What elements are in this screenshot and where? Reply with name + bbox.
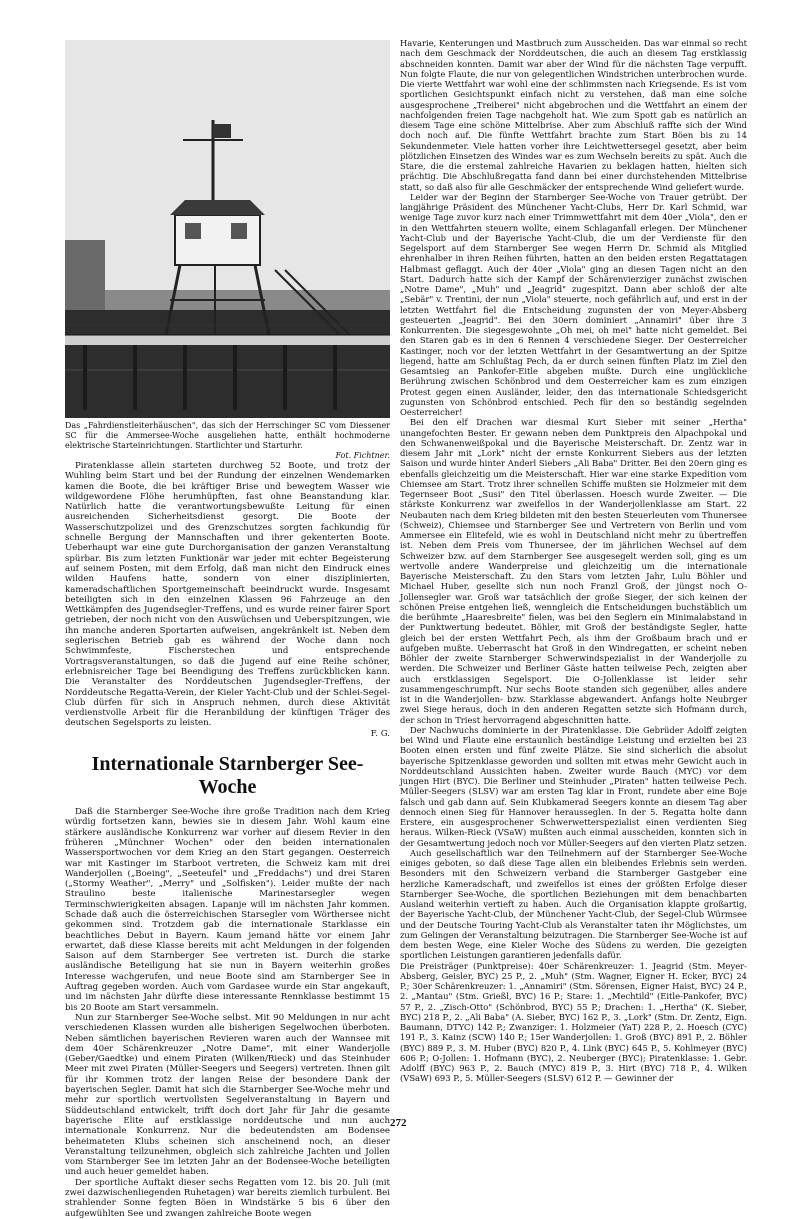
photo-harbor-tower [65,40,390,418]
photo-credit: Fot. Fichtner. [335,451,390,460]
right-paragraph-5: Auch gesellschaftlich war den Teilnehmern auf der Starnberger See-Woche einiges geboten, so daß diese Tage allen ein bleibendes Erlebnis sein werden. Besonders mit den Schweizern verband die Starnberger Gastgeber eine herzliche Kameradschaft, und zweifellos ist eines der größten Erfolge dieser Starnberger See-Woche, die sportlichen Beziehungen mit dem benachbarten Ausland weiterhin vertieft zu haben. Auch die Organisation klappte großartig, der Bayerische Yacht-Club, der Münchener Yacht-Club, der Segel-Club Würmsee und der Deutsche Touring Yacht-Club als Veranstalter taten ihr Möglichstes, um zum Gelingen der Veranstaltung beizutragen. Die Starnberger See-Woche ist auf dem besten Wege, eine Kieler Woche des Südens zu werden. Die gezeigten sportlichen Leistungen garantieren jedenfalls dafür. [400,847,747,961]
article-paragraph-1: Daß die Starnberger See-Woche ihre große Tradition nach dem Krieg würdig fortsetzen kann, bewies sie in diesem Jahr. Wohl kaum eine stärkere ausländische Konkurrenz war vorher auf diesem Revier in den früheren „Münchner Wochen" oder den beiden internationalen Wassersportwochen vor dem Krieg an den Start gegangen. Oesterreich war mit Kastinger im Starboot vertreten, die Schweiz kam mit drei Wanderjollen („Boeing", „Seeteufel" und „Freddachs") und drei Staren („Stormy Weather", „Merry" und „Solfisken"). Leider mußte der nach Straulino beste italienische Marinestarsegler wegen Terminschwierigkeiten absagen. Lapanje will im nächsten Jahr kommen. Schade daß auch die österreichischen Starsegler vom Wörthersee nicht gekommen sind. Trotzdem gab die internationale Starklasse ein beachtliches Debut in Bayern. Kaum jemand hätte vor einem Jahr erwartet, daß diese Klasse bereits mit acht Meldungen in der folgenden Saison auf dem Starnberger See vertreten ist. Durch die starke ausländische Beteiligung hat sie nun in Bayern weiterhin großes Interesse wachgerufen, und neue Boote sind am Starnberger See in Auftrag gegeben worden. Auch vom Gardasee wurde ein Star angekauft, und im nächsten Jahr dürfte diese interessante Rennklasse bestimmt 15 bis 20 Boote am Start versammeln. [65,807,390,1013]
photo-harbor-tower-drawing [65,40,390,418]
article-headline: Internationale Starnberger See-Woche [91,753,364,799]
left-column [65,40,390,1219]
article-paragraph-3: Der sportliche Auftakt dieser sechs Regatten vom 12. bis 20. Juli (mit zwei dazwischenliegenden Ruhetagen) war bereits ziemlich turbulent. Bei strahlender Sonne fegten Böen in Windstärke 5 bis 6 über den aufgewühlten See und zwangen zahlreiche Boote wegen [65,1177,390,1219]
right-paragraph-1: Havarie, Kenterungen und Mastbruch zum Ausscheiden. Das war einmal so recht nach dem Geschmack der Norddeutschen, die auch an diesem Tag erstklassig abschneiden konnten. Damit war aber der Wind für die nächsten Tage verpufft. Nun folgte Flaute, die nur von gelegentlichen Windstrichen unterbrochen wurde. Die vierte Wettfahrt war wohl eine der schlimmsten nach Kriegsende. Es ist vom sportlichen Gesichtspunkt einfach nicht zu verstehen, daß man eine solche ausgesprochene „Treiberei" nicht abgebrochen und die Wettfahrt an einem der nachfolgenden freien Tage nachgeholt hat. Wie zum Spott gab es natürlich an diesem Tage eine schöne Mittelbrise. Aber zum Abschluß raffte sich der Wind doch noch auf. Die fünfte Wettfahrt brachte zum Start Böen bis zu 14 Sekundenmeter. Viele hatten vorher ihre Leichtwettersegel gesetzt, aber beim plötzlichen Einsetzen des Windes war es zum Wechseln bereits zu spät. Auch die Stare, die die erstemal zahlreiche Havarien zu beklagen hatten, hielten sich prächtig. Die Abschlußregatta fand dann bei einer durchstehenden Mittelbrise statt, so daß also für alle Geschmäcker der entsprechende Wind geliefert wurde. [400,38,747,192]
intro-paragraph: Piratenklasse allein starteten durchweg 52 Boote, und trotz der Wuhling beim Start und bei der Rundung der einzelnen Wendemarken kamen die Boote, die bei kräftiger Brise und bewegtem Wasser wie wildgewordene Flöhe herumhüpften, fast ohne Beanstandung klar. Natürlich hatte die verantwortungsbewußte Leitung für einen ausreichenden Sicherheitsdienst gesorgt. Die Boote der Wasserschutzpolizei und des Grenzschutzes sorgten fachkundig für schnelle Bergung der Mannschaften und ihrer gekenterten Boote. Ueberhaupt war eine gute Durchorganisation der ganzen Veranstaltung spürbar. Bis zum letzten Funktionär war jeder mit echter Begeisterung auf seinem Posten, mit dem Erfolg, daß man nicht den Eindruck eines wilden Haufens hatte, sondern von einer disziplinierten, kameradschaftlichen Sportgemeinschaft beeindruckt wurde. Insgesamt beteiligten sich in den einzelnen Klassen 96 Fahrzeuge an den Wettkämpfen des Jugendsegler-Treffens, und es wurde reiner fairer Sport getrieben, der noch nicht von den Auswüchsen und Ueberspitzungen, wie ihn manche anderen Sportarten aufweisen, angekränkelt ist. Neben dem seglerischen Betrieb gab es während der Woche dann noch Schwimmfeste, Fischerstechen und entsprechende Vortragsveranstaltungen, so daß die Jugend auf eine Reihe schöner, erlebnisreicher Tage bei Beendigung des Treffens zurückblicken kann. Die Veranstalter des Norddeutschen Jugendsegler-Treffens, der Norddeutsche Regatta-Verein, der Kieler Yacht-Club und der Schlei-Segel-Club dürfen für sich in Anspruch nehmen, durch diese Aktivität verdienstvolle Arbeit für die Heranbildung der künftigen Träger des deutschen Segelsports zu leisten. [65,461,390,729]
article-paragraph-2: Nun zur Starnberger See-Woche selbst. Mit 90 Meldungen in nur acht verschiedenen Klassen wurden alle bisherigen Segelwochen überboten. Neben sämtlichen bayerischen Revieren waren auch der Wannsee mit dem 40er Schärenkreuzer „Notre Dame", mit einer Wanderjolle (Geber/Gaedtke) und einem Piraten (Wilken/Rieck) und das Steinhuder Meer mit zwei Piraten (Müller-Seegers und Seegers) vertreten. Ihnen gilt für ihr Kommen trotz der langen Reise der besondere Dank der bayerischen Segler. Damit hat sich die Starnberger See-Woche mehr und mehr zur sportlich wertvollsten Segelveranstaltung in Bayern und Süddeutschland entwickelt, trifft doch dort Jahr für Jahr die gesamte bayerische Elite auf erstklassige norddeutsche und nun auch internationale Konkurrenz. Nur die bedeutendsten am Bodensee beheimateten Klubs scheinen sich anscheinend noch, an dieser Veranstaltung teilzunehmen, obgleich sich zahlreiche Jachten und Jollen vom Starnberger See im letzten Jahr an der Bodensee-Woche beteiligten und auch heuer gemeldet haben. [65,1012,390,1178]
page-number: 272 [390,1117,407,1129]
photo-caption-text: Das „Fahrdienstleiterhäuschen", das sich der Herrschinger SC vom Diessener SC für die Ammersee-Woche ausgeliehen hatte, enthält hochmoderne elektrische Starteinrichtungen. Startlichter und Starturhr. [65,421,390,450]
right-paragraph-3: Bei den elf Drachen war diesmal Kurt Sieber mit seiner „Hertha" unangefochten Bester. Er gewann neben dem Punktpreis den Alpachpokal und den Schwanenweißpokal und die Bayerische Meisterschaft. Dr. Zentz war in diesem Jahr mit „Lork" nicht der ernste Konkurrent Siebers aus der letzten Saison und wurde hinter Anderl Siebers „Ali Baba" Dritter. Bei den 20ern ging es ebenfalls gleichzeitig um die Meisterschaft. Hier war eine starke Expedition vom Chiemsee am Start. Trotz ihrer schnellen Schiffe mußten sie Holzmeier mit dem Tegernseer Boot „Susi" den Titel überlassen. Hoesch wurde Zweiter. — Die stärkste Konkurrenz war zweifellos in der Wanderjollenklasse am Start. 22 Neubauten nach dem Krieg bildeten mit den besten Steuerleuten vom Thunersee (Schweiz), Chiemsee und Starnberger See und Vertretern von Berlin und vom Ammersee ein Elitefeld, wie es wohl in Deutschland nicht mehr zu übertreffen ist. Neben dem Preis vom Thunersee, der im jährlichen Wechsel auf dem Schweizer bzw. auf dem Starnberger See ausgesegelt werden soll, ging es um wertvolle andere Wanderpreise und gleichzeitig um die internationale Bayerische Meisterschaft. Zu den Stars vom letzten Jahr, Lulu Böhler und Michael Huber, gesellte sich nun noch Franzl Groß, der jüngst noch O-Jollensegler war. Groß war tatsächlich der große Sieger, der sich keinen der schönen Preise entgehen ließ, wenngleich die Entscheidungen buchstäblich um die berühmte „Haaresbreite" fielen, was bei den Seglern ein Minimalabstand in der Punktwertung bedeutet. Böhler, mit Groß der beständigste Segler, hatte gleich bei der ersten Wettfahrt Pech, als ihm der Großbaum brach und er aufgeben mußte. Ueberrascht hat Groß in den Windregatten, er scheint neben Böhler der zweite Starnberger Schwerwindspezialist in der Wanderjolle zu werden. Die Schweizer und Berliner Gäste hatten teilweise Pech, zeigten aber auch erstklassigen Segelsport. Die O-Jollenklasse ist leider sehr zusammengeschrumpft. Nur sechs Boote standen sich gegenüber, alles andere ist in die Wanderjollen- bzw. Starklasse abgewandert. Anfangs holte Neubrger zwei Siege heraus, doch in den anderen Regatten setzte sich Hofmann durch, der schon in Triest hervorragend abgeschnitten hatte. [400,417,747,725]
right-column [400,38,747,1084]
photo-caption [65,421,390,461]
winners-list: Die Preisträger (Punktpreise): 40er Schärenkreuzer: 1. Jeagrid (Stm. Meyer-Absberg, Geisler, BYC) 25 P., 2. „Muh" (Stm. Wagner, Eigner H. Ecker, BYC) 24 P.; 30er Schärenkreuzer: 1. „Annamiri" (Stm. Sörensen, Eigner Haist, BYC) 24 P., 2. „Mantau" (Stm. Grießl, BYC) 16 P.; Stare: 1. „Mechtild" (Eitle-Pankofer, BYC) 57 P., 2. „Zisch-Otto" (Schönbrod, BYC) 55 P.; Drachen: 1. „Hertha" (K. Sieber, BYC) 218 P., 2. „Ali Baba" (A. Sieber, BYC) 162 P., 3. „Lork" (Stm. Dr. Zentz, Eign. Baumann, DTYC) 142 P.; Zwanziger: 1. Holzmeier (YaT) 228 P., 2. Hoesch (CYC) 191 P., 3. Kainz (SCW) 140 P.; 15er Wanderjollen: 1. Groß (BYC) 891 P., 2. Böhler (BYC) 889 P., 3. M. Huber (BYC) 820 P., 4. Link (BYC) 645 P., 5. Kohlmeyer (BYC) 606 P.; O-Jollen: 1. Hofmann (BYC), 2. Neuberger (BYC); Piratenklasse: 1. Gebr. Adolff (BYC) 963 P., 2. Bauch (MYC) 819 P., 3. Hirt (BYC) 718 P., 4. Wilken (VSaW) 693 P., 5. Müller-Seegers (SLSV) 612 P. — Gewinner der [400,960,747,1084]
right-paragraph-2: Leider war der Beginn der Starnberger See-Woche von Trauer getrübt. Der langjährige Präsident des Münchener Yacht-Clubs, Herr Dr. Karl Schmid, war wenige Tage zuvor kurz nach einer Trimmwettfahrt mit dem 40er „Viola", den er in den Wettfahrten steuern wollte, einem Schlaganfall erlegen. Der Münchener Yacht-Club und der Bayerische Yacht-Club, die um der Verdienste für den Segelsport auf dem Starnberger See wegen Herrn Dr. Schmid als Mitglied ehrenhalber in ihren Reihen führten, hatten an den beiden ersten Regattatagen Halbmast geflaggt. Auch der 40er „Viola" ging an diesen Tagen nicht an den Start. Dadurch hatte sich der Kampf der Schärenvierziger zunächst zwischen „Notre Dame", „Muh" und „Jeagrid" zugespitzt. Dann aber schloß der alte „Sebär" v. Trentini, der nun „Viola" steuerte, noch gefährlich auf, und erst in der letzten Wettfahrt fiel die Entscheidung zugunsten der von Meyer-Absberg gesteuerten „Jeagrid". Bei den 30ern dominiert „Annamiri" über ihre 3 Konkurrenten. Die siegesgewohnte „Oh mei, oh mei" hatte nicht gemeldet. Bei den Staren gab es in den 6 Rennen 4 verschiedene Sieger. Der Oesterreicher Kastinger, noch vor der letzten Wettfahrt in der Gesamtwertung an der Spitze liegend, hatte am Schlußtag Pech, da er durch seinen fünften Platz im Ziel den Gesamtsieg an Pankofer-Eitle abgeben mußte. Durch eine unglückliche Berührung zwischen Schönbrod und dem Oesterreicher kam es zum einzigen Protest gegen einen Ausländer, leider, den das internationale Schiedsgericht zugunsten von Schönbrod entschied. Pech für den so beständig segelnden Oesterreicher! [400,191,747,417]
author-signoff: F. G. [370,728,390,739]
right-paragraph-4: Der Nachwuchs dominierte in der Piratenklasse. Die Gebrüder Adolff zeigten bei Wind und Flaute eine erstaunlich beständige Leistung und erzielten bei 23 Booten einen ersten und fünf zweite Plätze. Sie sind sicherlich die absolut bayerische Spitzenklasse geworden und sollten mit etwas mehr Gewicht auch in Norddeutschland Aussichten haben. Zweiter wurde Bauch (MYC) vor dem jungen Hirt (BYC). Die Berliner und Steinhuder „Piraten" hatten teilweise Pech. Müller-Seegers (SLSV) war am ersten Tag klar in Front, rundete aber eine Boje falsch und gab dann auf. Sein Klubkamerad Seegers konnte an diesem Tag aber dennoch einen Sieg für Hannover herausseglen. In der 5. Regatta holte dann Erstere, ein ausgesprochener Schwerwetterspezialist einen verdienten Sieg heraus. Wilken-Rieck (VSaW) mußten auch einmal ausscheiden, konnten sich in der Gesamtwertung jedoch noch vor Müller-Seegers auf den vierten Platz setzen. [400,724,747,848]
